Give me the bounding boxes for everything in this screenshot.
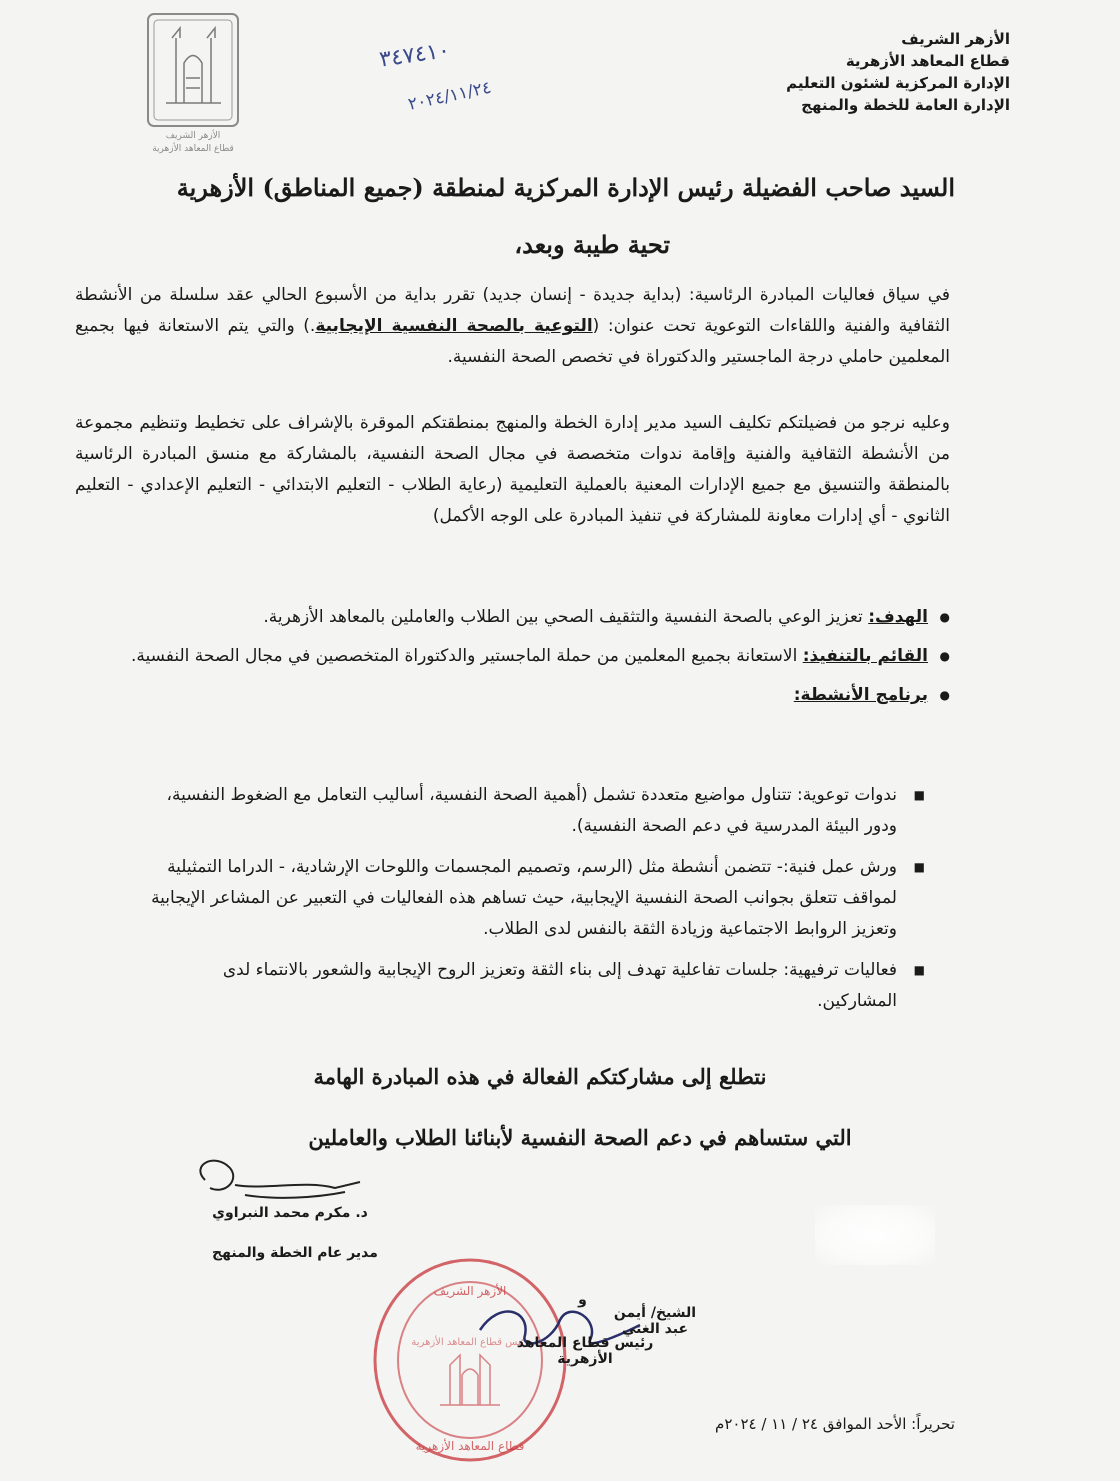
letterhead-line: الإدارة العامة للخطة والمنهج [801,96,1010,114]
greeting: تحية طيبة وبعد، [514,230,670,259]
activities-list [145,780,925,1027]
bullet-label: برنامج الأنشطة: [793,685,928,705]
handwritten-reference [377,12,620,115]
reference-date: ٢٠٢٤/١١/٢٤ [406,77,494,115]
bullet-item [130,641,950,672]
signatory-1-name: د. مكرم محمد النبراوي [212,1205,368,1221]
logo-caption-1: الأزهر الشريف [165,131,221,141]
bullet-text: الاستعانة بجميع المعلمين من حملة الماجستير والدكتوراة المتخصصين في مجال الصحة النفسية. [130,646,803,666]
intro-text-after: .) والتي يتم الاستعانة فيها بجميع المعلمين حاملي درجة الماجستير والدكتوراة في تخصص الصحة النفسية. [75,316,950,367]
salutation: السيد صاحب الفضيلة رئيس الإدارة المركزية لمنطقة (جميع المناطق) الأزهرية [176,173,955,202]
request-paragraph: وعليه نرجو من فضيلتكم تكليف السيد مدير إدارة الخطة والمنهج بمنطقتكم الموقرة بالإشراف على تخطيط وتنظيم مجموعة من الأنشطة الثقافية والفنية وإقامة ندوات متخصصة في مجال الصحة النفسية، بالمشاركة مع منسق المبادرة الرئاسية بالمنطقة والتنسيق مع جميع الإدارات المعنية بالعملية التعليمية (رعاية الطلاب - التعليم الابتدائي - التعليم الإعدادي - التعليم الثانوي - أي إدارات معاونة للمشاركة في تنفيذ المبادرة على الوجه الأكمل) [75,413,950,526]
intro-text-before: في سياق فعاليات المبادرة الرئاسية: (بداية جديدة - إنسان جديد) تقرر بداية من الأسبوع الحالي عقد سلسلة من الأنشطة الثقافية والفنية واللقاءات التوعوية تحت عنوان: ( [75,285,950,336]
stamp-text-bottom: قطاع المعاهد الأزهرية [415,1439,525,1453]
activity-item: ■ ورش عمل فنية:- تتضمن أنشطة مثل (الرسم، وتصميم المجسمات واللوحات الإرشادية، - الدراما التمثيلية لمواقف تتعلق بجوانب الصحة النفسية الإيجابية، حيث تساهم هذه الفعاليات في التعبير عن المشاعر الإيجابية وتعزيز الروابط الاجتماعية وزيادة الثقة بالنفس لدى الطلاب. [145,852,925,945]
azhar-logo [136,8,251,158]
bullet-label: الهدف: [868,607,928,627]
letterhead-line: الإدارة المركزية لشئون التعليم [786,74,1010,92]
letterhead-line: قطاع المعاهد الأزهرية [845,52,1010,70]
stamp-text-top: الأزهر الشريف [433,1284,507,1298]
faded-watermark [815,1205,935,1265]
campaign-title: التوعية بالصحة النفسية الإيجابية [315,316,593,336]
activity-item: ■ ندوات توعوية: تتناول مواضيع متعددة تشمل (أهمية الصحة النفسية، أساليب التعامل مع الضغوط النفسية، ودور البيئة المدرسية في دعم الصحة النفسية). [145,780,925,842]
closing-line-2: التي ستساهم في دعم الصحة النفسية لأبنائنا الطلاب والعاملين [308,1125,852,1150]
signatory-2-title: رئيس قطاع المعاهد الأزهرية [516,1335,654,1367]
stamp-text-middle: رئيس قطاع المعاهد الأزهرية [411,1337,529,1348]
issue-date: تحريراً: الأحد الموافق ٢٤ / ١١ / ٢٠٢٤م [715,1415,955,1433]
letterhead [650,28,1010,116]
bullet-item [130,680,950,711]
signature-1 [185,1150,375,1210]
bullet-text: تعزيز الوعي بالصحة النفسية والتثقيف الصحي بين الطلاب والعاملين بالمعاهد الأزهرية. [263,607,869,627]
intro-paragraph [75,280,950,373]
bullet-list [130,602,950,719]
signatory-2-name: الشيخ/ أيمن عبد الغني [613,1305,697,1337]
reference-number: ٣٤٧٤١٠ [377,37,452,73]
signatory-1-title: مدير عام الخطة والمنهج [212,1245,378,1261]
logo-caption-2: قطاع المعاهد الأزهرية [152,144,234,154]
bullet-item [130,602,950,633]
signatory-2-prefix: و [578,1292,587,1308]
letterhead-line: الأزهر الشريف [901,30,1010,48]
activity-item: ■ فعاليات ترفيهية: جلسات تفاعلية تهدف إلى بناء الثقة وتعزيز الروح الإيجابية والشعور بالانتماء لدى المشاركين. [145,955,925,1017]
closing-line-1: نتطلع إلى مشاركتكم الفعالة في هذه المبادرة الهامة [313,1064,767,1089]
bullet-label: القائم بالتنفيذ: [802,646,928,666]
